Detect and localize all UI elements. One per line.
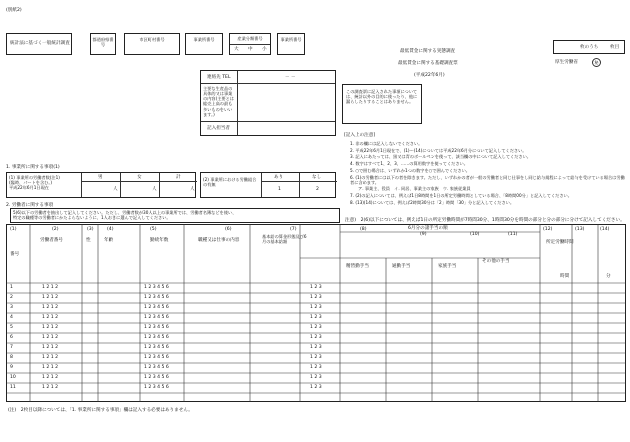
industry-col-medium: 中: [248, 47, 253, 52]
col-total: 計: [176, 175, 181, 180]
note-item: 7. (2)の記入については、例えば1日8時間を1日の所定労働時間としている場合、「8時間00分」と記入してください。: [350, 193, 572, 199]
sex-options[interactable]: 1 2 1 2: [42, 375, 59, 380]
sub-header-other: その他の手当: [482, 259, 510, 264]
section2-title: 2. 労働者に関する事項: [6, 203, 54, 208]
col-num: (4): [107, 227, 114, 232]
pay-type-options[interactable]: 1 2 3: [310, 365, 322, 370]
col-num: (13): [575, 227, 585, 232]
row-number: 4: [10, 315, 13, 320]
industry-code-label: 産業分類番号: [237, 36, 263, 41]
sex-options[interactable]: 1 2 1 2: [42, 285, 59, 290]
section2-instruction-2: 特定の職種等の労働者にかたよらないように、1人おきに選んで記入してください。: [13, 215, 171, 221]
tenure-options[interactable]: 1 2 3 4 5 6: [144, 325, 169, 330]
survey-law-text: 統計法に基づく一般統計調査: [10, 41, 70, 46]
tenure-options[interactable]: 1 2 3 4 5 6: [144, 375, 169, 380]
col-num: (1): [10, 227, 17, 232]
sex-options[interactable]: 1 2 1 2: [42, 345, 59, 350]
header-occupation: 職種又は仕事の内容: [198, 238, 240, 243]
table-row[interactable]: [6, 303, 626, 313]
row-number: 11: [10, 385, 16, 390]
sub-header-commute: 通勤手当: [392, 264, 411, 269]
pay-type-options[interactable]: 1 2 3: [310, 375, 322, 380]
confidential-seal-icon: 秘: [592, 58, 601, 67]
sex-options[interactable]: 1 2 1 2: [42, 335, 59, 340]
serial-number-label: 事業所番号: [280, 37, 302, 42]
tenure-options[interactable]: 1 2 3 4 5 6: [144, 335, 169, 340]
col-num: (2): [52, 227, 59, 232]
table-row[interactable]: [6, 363, 626, 373]
note-item: 3. 記入にあたっては、黒又は青のボールペンを使って、該当欄の中について記入してください。: [350, 154, 531, 160]
note-item: 4. 数字はすべて1、2、3、……の算用数字を使ってください。: [350, 161, 468, 167]
row-number: 2: [10, 295, 13, 300]
survey-year: (平成22年6月): [414, 73, 445, 78]
col-num: (8): [360, 227, 367, 232]
header-allowances: 6月分の諸手当の額: [408, 226, 448, 231]
unit-hours: 時間: [560, 274, 570, 279]
col-num: (14): [600, 227, 610, 232]
table-row[interactable]: [6, 313, 626, 323]
table-row[interactable]: [6, 373, 626, 383]
table-row[interactable]: [6, 383, 626, 393]
sex-options[interactable]: 1 2 1 2: [42, 325, 59, 330]
row-number: 9: [10, 365, 13, 370]
sex-options[interactable]: 1 2 1 2: [42, 295, 59, 300]
pay-type-options[interactable]: 1 2 3: [310, 315, 322, 320]
unit-male[interactable]: 人: [113, 187, 118, 192]
col-num: (10): [470, 232, 480, 237]
col-num: (9): [420, 232, 427, 237]
establishment-code-label: 事業所番号: [193, 37, 215, 42]
section2-note: 注意) 2(6)以下については、例えば1日の所定労働時間が7時間30分、1時間30分を時間の部分と分の部分に分けて記入してください。: [345, 218, 625, 223]
pay-type-options[interactable]: 1 2 3: [310, 355, 322, 360]
row-number: 7: [10, 345, 13, 350]
row-number: 6: [10, 335, 13, 340]
note-item: 6. (1)の労働者には以下の者を除きます。ただし、いずれかの者が一般の労働者と同じ仕事をし同じ給与規程によって給与を受けている場合は労働者に含めます。: [350, 174, 625, 185]
col-female: 女: [137, 175, 142, 180]
tenure-options[interactable]: 1 2 3 4 5 6: [144, 285, 169, 290]
col-num: (5): [150, 227, 157, 232]
pay-type-options[interactable]: 1 2 3: [310, 305, 322, 310]
header-tenure: 勤続年数: [150, 238, 169, 243]
note-item: 2. 平成22年6月1日現在で、(1)～(14)については平成22年6月分について記入してください。: [350, 147, 527, 153]
pay-type-options[interactable]: 1 2 3: [310, 295, 322, 300]
row-number: 10: [10, 375, 16, 380]
pay-type-options[interactable]: 1 2 3: [310, 335, 322, 340]
sex-options[interactable]: 1 2 1 2: [42, 365, 59, 370]
unit-minutes: 分: [606, 274, 611, 279]
page-current-label: 枚目: [610, 45, 620, 50]
sex-options[interactable]: 1 2 1 2: [42, 305, 59, 310]
prefecture-code-label: 都道府県番号: [92, 37, 114, 48]
note-item: ア. 事業主、役員 イ. 同居、事業主の家族 ウ. 家族従業員: [358, 186, 471, 192]
col-male: 男: [98, 175, 103, 180]
note-item: 1. 非の欄には記入しないでください。: [350, 141, 423, 146]
pay-type-options[interactable]: 1 2 3: [310, 385, 322, 390]
header-base-pay: 基本給の算金形態及び6月の基本給額: [262, 234, 307, 245]
notes-title: [記入上の注意]: [344, 133, 376, 138]
page-total-label: 枚のうち: [580, 45, 599, 50]
tel-value[interactable]: － －: [285, 75, 296, 80]
survey-title: 最低賃金に関する実態調査: [400, 49, 456, 54]
header-work-hours: 所定労働時間: [546, 240, 574, 245]
union-yes-option[interactable]: 1: [278, 187, 281, 192]
col-num: (6): [225, 227, 232, 232]
products-label: 主要な生産品の具体的又は事業の内容(主要とは総売上高の最も多いものをいいます。): [203, 86, 234, 117]
person-in-charge-label: 記入担当者: [207, 126, 230, 131]
col-num: (7): [290, 227, 297, 232]
section1-title: 1. 事業所に関する事項(1): [6, 165, 60, 170]
tenure-options[interactable]: 1 2 3 4 5 6: [144, 315, 169, 320]
sex-options[interactable]: 1 2 1 2: [42, 385, 59, 390]
union-no-option[interactable]: 2: [316, 187, 319, 192]
table-rows: [6, 283, 626, 393]
union-yes-label: あり: [274, 175, 284, 180]
tenure-options[interactable]: 1 2 3 4 5 6: [144, 365, 169, 370]
row-number: 8: [10, 355, 13, 360]
table-row[interactable]: [6, 323, 626, 333]
table-row[interactable]: [6, 343, 626, 353]
table-row[interactable]: [6, 293, 626, 303]
row-number: 3: [10, 305, 13, 310]
note-item: 5. ○で囲む場合は、いずれか1つの数字を○で囲んでください。: [350, 167, 470, 173]
col-num: (12): [543, 227, 553, 232]
row-side-label: 番号: [10, 252, 20, 257]
union-no-label: なし: [312, 175, 322, 180]
footer-note: (注) 2枚目以降については、「1. 事業所に関する事項」欄は記入する必要はありません。: [8, 408, 193, 413]
row-number: 1: [10, 285, 13, 290]
header-worker-no: 労働者番号: [40, 238, 63, 243]
unit-total[interactable]: 人: [190, 187, 195, 192]
col-num: (11): [508, 232, 518, 237]
sex-options[interactable]: 1 2 1 2: [42, 355, 59, 360]
tenure-options[interactable]: 1 2 3 4 5 6: [144, 305, 169, 310]
table-row[interactable]: [6, 283, 626, 293]
header-age: 年齢: [104, 238, 114, 243]
city-code-label: 市区町村番号: [139, 37, 165, 42]
pay-type-options[interactable]: 1 2 3: [310, 325, 322, 330]
col-num: (3): [87, 227, 94, 232]
sub-header-attendance: 精皆勤手当: [346, 264, 369, 269]
tenure-options[interactable]: 1 2 3 4 5 6: [144, 345, 169, 350]
table-row[interactable]: [6, 353, 626, 363]
sex-options[interactable]: 1 2 1 2: [42, 315, 59, 320]
industry-col-small: 小: [262, 47, 267, 52]
header-sex: 性: [86, 238, 91, 243]
tenure-options[interactable]: 1 2 3 4 5 6: [144, 295, 169, 300]
section2-instruction: 5(6)以下の労働者を抽出して記入してください。ただし、労働者数が30人以上の事業所では、労働者名簿などを使い、: [13, 210, 237, 215]
tenure-options[interactable]: 1 2 3 4 5 6: [144, 355, 169, 360]
sub-header-family: 家族手当: [438, 264, 457, 269]
tenure-options[interactable]: 1 2 3 4 5 6: [144, 385, 169, 390]
confidentiality-notice: この調査票に記入された事項については、統計以外の目的に使ったり、他に漏らしたりすることはありません。: [346, 89, 418, 105]
pay-type-options[interactable]: 1 2 3: [310, 345, 322, 350]
unit-female[interactable]: 人: [152, 187, 157, 192]
worker-count-label: (1) 事業所の労働者数(注1) (臨時、パートを含む。) 平成22年6月1日現在: [9, 175, 60, 191]
table-row[interactable]: [6, 333, 626, 343]
annex-label: (別紙2): [6, 8, 22, 13]
industry-col-large: 大: [234, 47, 239, 52]
pay-type-options[interactable]: 1 2 3: [310, 285, 322, 290]
ministry-name: 厚生労働省: [555, 60, 578, 65]
row-number: 5: [10, 325, 13, 330]
survey-subtitle: 最低賃金に関する基礎調査票: [398, 61, 458, 66]
tel-label: 連絡先 TEL: [207, 75, 231, 80]
union-label: (2) 事業所における労働組合の有無: [203, 177, 257, 188]
note-item: 8. (13)(14)については、例えば2時間30分は「2」時間「30」分と記入してください。: [350, 199, 515, 205]
